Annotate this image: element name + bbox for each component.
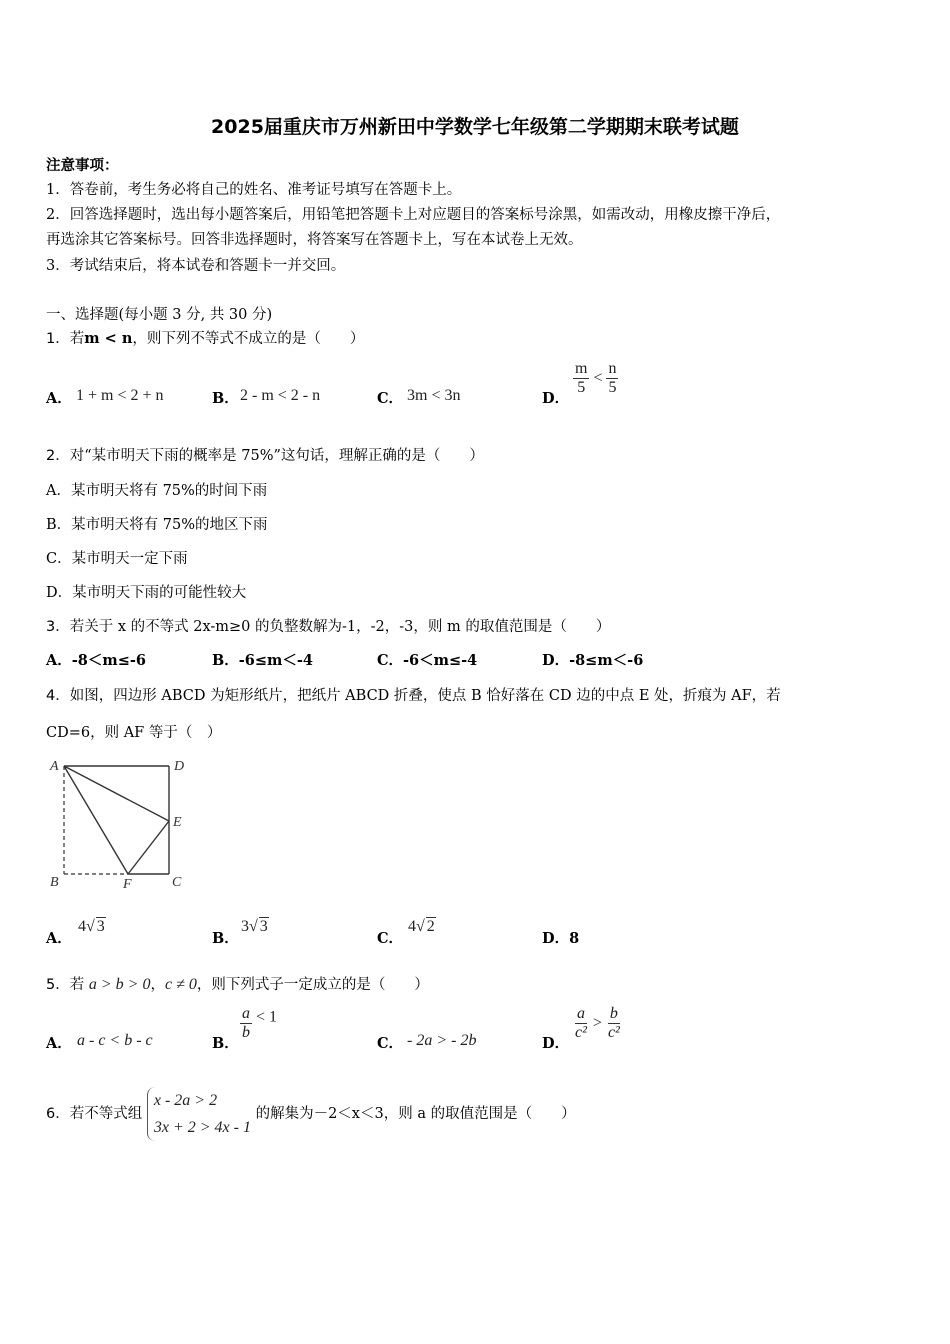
option-label-c: C． (377, 930, 404, 947)
q2-option-b: B．某市明天将有 75%的地区下雨 (46, 517, 268, 533)
fraction (606, 360, 618, 398)
option-label-d: D． (542, 930, 570, 947)
option-d (573, 360, 618, 398)
inequality-rest: < 1 (256, 1008, 278, 1026)
question-number: 6． (46, 1106, 70, 1123)
stem-text: ，则下列不等式不成立的是（ ） (132, 331, 365, 347)
option-b (240, 1005, 277, 1043)
denominator: 5 (608, 379, 617, 397)
question-number: 1． (46, 331, 70, 347)
option-a: a - c < b - c (77, 1032, 153, 1049)
stem-text: 若不等式组 (69, 1106, 143, 1123)
q3-option-a: A．-8＜m≤-6 (46, 652, 146, 669)
numerator: a (240, 1005, 252, 1024)
rectangle-fold-figure (40, 752, 200, 894)
stem-text: 若 (69, 331, 85, 347)
question-4-stem (46, 684, 781, 705)
question-number: 4． (46, 688, 70, 704)
denominator: 5 (577, 379, 586, 397)
coefficient: 4 (408, 918, 416, 935)
point-label-a: A (50, 759, 59, 774)
option-label-a: A． (46, 1035, 72, 1052)
question-2-stem (46, 444, 484, 465)
q3-option-b: B．-6≤m＜-4 (212, 652, 313, 669)
point-label-b: B (50, 875, 59, 890)
question-5-stem (46, 973, 429, 994)
inequality-line-1: x - 2a > 2 (153, 1092, 218, 1109)
segment-fe (128, 821, 169, 874)
option-label-c: C． (377, 390, 404, 407)
coefficient: 4 (78, 918, 86, 935)
notice-heading: 注意事项： (46, 157, 119, 174)
fraction (240, 1005, 252, 1043)
option-label-b: B． (212, 1035, 239, 1052)
option-d (573, 1005, 622, 1043)
numerator: m (573, 360, 589, 379)
numerator: b (608, 1005, 620, 1024)
stem-text: 若 (69, 977, 85, 993)
stem-text: 对“某市明天下雨的概率是 75%”这句话，理解正确的是（ ） (69, 448, 484, 464)
question-1-stem (46, 327, 364, 348)
question-number: 5． (46, 977, 70, 993)
q2-option-c: C．某市明天一定下雨 (46, 551, 188, 567)
radicand: 3 (259, 918, 268, 935)
point-label-f: F (123, 877, 132, 892)
point-label-d: D (174, 759, 185, 774)
question-number: 2． (46, 448, 70, 464)
inequality-system (147, 1087, 251, 1141)
notice-item-2: 2．回答选择题时，选出每小题答案后，用铅笔把答题卡上对应题目的答案标号涂黑，如需改动，用橡皮擦干净后， (46, 207, 781, 223)
denominator: b (242, 1024, 250, 1042)
point-label-e: E (173, 815, 182, 830)
option-b: 3√ 3 (241, 918, 268, 935)
stem-text: 的解集为－2＜x＜3，则 a 的取值范围是（ ） (255, 1106, 576, 1123)
option-label-d: D． (542, 1035, 570, 1052)
coefficient: 3 (241, 918, 249, 935)
inequality-line-2: 3x + 2 > 4x - 1 (153, 1119, 251, 1137)
operator: < (593, 369, 603, 387)
question-4-stem-cont: CD=6，则 AF 等于（ ） (46, 725, 222, 741)
radicand: 2 (426, 918, 435, 935)
option-label-b: B． (212, 390, 239, 407)
option-label-c: C． (377, 1035, 404, 1052)
denominator: c² (607, 1024, 620, 1042)
stem-text: 如图，四边形 ABCD 为矩形纸片，把纸片 ABCD 折叠，使点 B 恰好落在 CD 边的中点 E 处，折痕为 AF，若 (69, 688, 781, 704)
option-label-a: A． (46, 930, 72, 947)
option-label-d: D． (542, 390, 570, 407)
option-a: 1 + m < 2 + n (76, 387, 164, 404)
option-c: 4√ 2 (408, 918, 435, 935)
option-label-b: B． (212, 930, 239, 947)
stem-text: 若关于 x 的不等式 2x-m≥0 的负整数解为-1，-2，-3，则 m 的取值范围是（ ） (69, 619, 611, 635)
q2-option-d: D．某市明天下雨的可能性较大 (46, 585, 247, 601)
q3-option-c: C．-6＜m≤-4 (377, 652, 478, 669)
option-b: 2 - m < 2 - n (240, 387, 321, 404)
condition-2: c ≠ 0 (164, 976, 197, 993)
question-6-stem (46, 1087, 576, 1141)
denominator: c² (575, 1024, 587, 1042)
question-3-stem (46, 615, 610, 636)
numerator: a (575, 1005, 587, 1024)
separator: ， (150, 977, 165, 993)
numerator: n (606, 360, 618, 379)
q3-option-d: D．-8≤m＜-6 (542, 652, 644, 669)
section-heading: 一、选择题(每小题 3 分, 共 30 分) (46, 307, 273, 323)
stem-text: ，则下列式子一定成立的是（ ） (196, 977, 429, 993)
fraction (573, 1005, 589, 1043)
question-number: 3． (46, 619, 70, 635)
operator: > (592, 1014, 602, 1032)
option-c: 3m < 3n (407, 387, 461, 404)
page-title: 2025届重庆市万州新田中学数学七年级第二学期期末联考试题 (211, 116, 739, 138)
option-d (542, 927, 579, 948)
point-label-c: C (172, 875, 182, 890)
stem-math: m < n (84, 330, 133, 347)
fraction (606, 1005, 622, 1043)
condition-1: a > b > 0 (88, 976, 151, 993)
option-a: 4√ 3 (78, 918, 105, 935)
option-d-value: 8 (569, 930, 580, 947)
fraction (573, 360, 589, 398)
q2-option-a: A．某市明天将有 75%的时间下雨 (46, 483, 268, 499)
radicand: 3 (96, 918, 105, 935)
notice-item-1: 1．答卷前，考生务必将自己的姓名、准考证号填写在答题卡上。 (46, 182, 462, 198)
option-c: - 2a > - 2b (407, 1032, 477, 1049)
notice-item-2-cont: 再选涂其它答案标号。回答非选择题时，将答案写在答题卡上，写在本试卷上无效。 (46, 232, 583, 248)
notice-item-3: 3．考试结束后，将本试卷和答题卡一并交回。 (46, 258, 346, 274)
option-label-a: A． (46, 390, 72, 407)
